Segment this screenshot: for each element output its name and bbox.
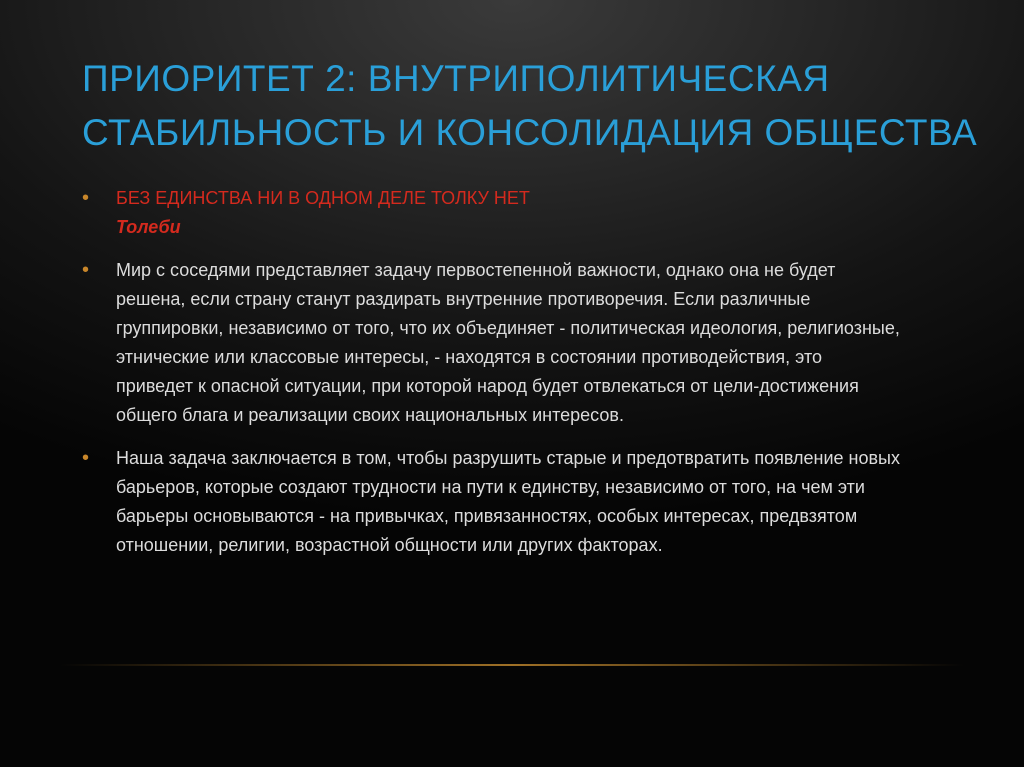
footer-divider (60, 664, 964, 666)
bullet-marker: • (82, 187, 90, 209)
quote-author: Толеби (116, 217, 181, 237)
slide-title-line-2: СТАБИЛЬНОСТЬ И КОНСОЛИДАЦИЯ ОБЩЕСТВА (82, 112, 978, 153)
paragraph-text: Наша задача заключается в том, чтобы разрушить старые и предотвратить появление новых барьеров, которые создают трудности на пути к единству, независимо от того, на чем эти барьеры основываются - на привычках, привязанностях, особых интересах, предвзятом отношении, религии, возрастной общности или других факторах. (116, 448, 900, 555)
bullet-marker: • (82, 447, 90, 469)
quote-text: БЕЗ ЕДИНСТВА НИ В ОДНОМ ДЕЛЕ ТОЛКУ НЕТ (116, 188, 530, 208)
bullet-item-paragraph-2 (82, 444, 902, 560)
paragraph-text: Мир с соседями представляет задачу первостепенной важности, однако она не будет решена, если страну станут раздирать внутренние противоречия. Если различные группировки, независимо от того, что их объединяет - политическая идеология, религиозные, этнические или классовые интересы, - находятся в состоянии противодействия, это приведет к опасной ситуации, при которой народ будет отвлекаться от цели-достижения общего блага и реализации своих национальных интересов. (116, 260, 900, 425)
bullet-item-quote (82, 184, 902, 242)
slide-title (82, 52, 982, 160)
bullet-list (82, 184, 902, 574)
slide-title-line-1: ПРИОРИТЕТ 2: ВНУТРИПОЛИТИЧЕСКАЯ (82, 58, 830, 99)
bullet-marker: • (82, 259, 90, 281)
bullet-item-paragraph-1 (82, 256, 902, 430)
